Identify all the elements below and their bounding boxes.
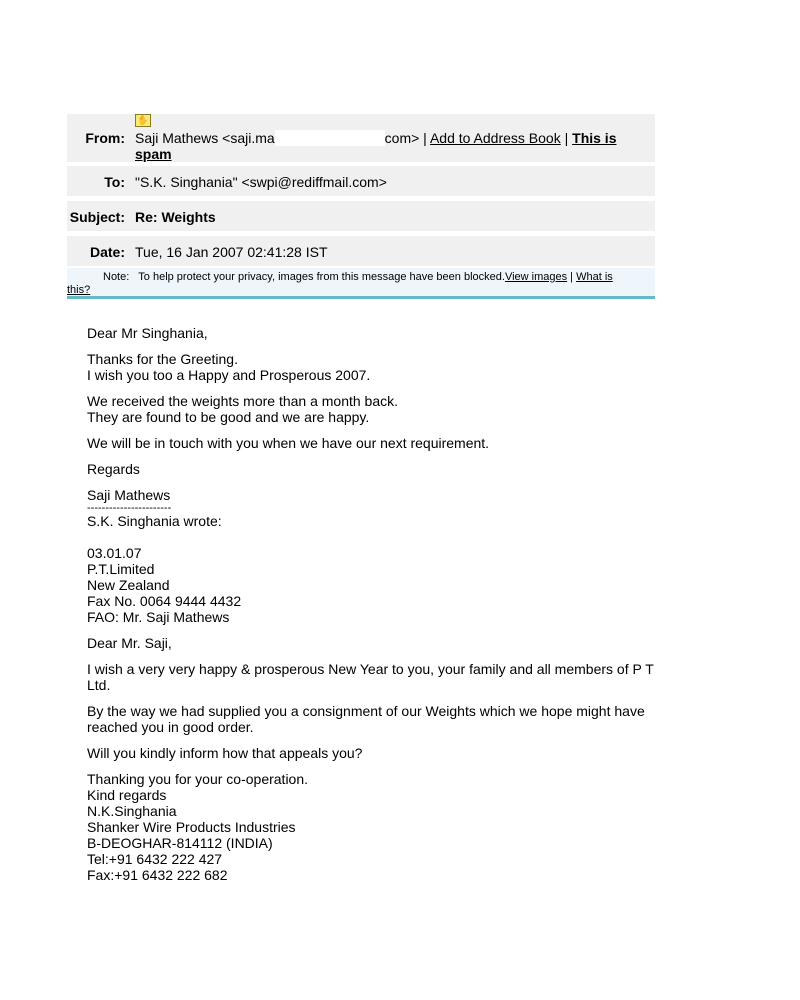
quoted-line: I wish a very very happy & prosperous New Year to you, your family and all members of P T xyxy=(87,661,654,677)
note-text: To help protect your privacy, images from this message have been blocked. xyxy=(138,271,505,283)
signature: Saji Mathews xyxy=(87,487,171,503)
what-is-this-link[interactable]: What is xyxy=(576,271,613,283)
note-divider xyxy=(67,296,655,299)
quoted-line: P.T.Limited xyxy=(87,561,155,577)
quoted-line: N.K.Singhania xyxy=(87,803,177,819)
quoted-line: Thanking you for your co-operation. xyxy=(87,771,309,787)
subject-label: Subject: xyxy=(69,209,125,225)
to-row xyxy=(67,166,655,196)
redaction-block xyxy=(275,130,385,146)
greeting: Dear Mr Singhania, xyxy=(87,325,208,341)
body-line: Thanks for the Greeting. xyxy=(87,351,238,367)
date-row xyxy=(67,236,655,266)
to-label: To: xyxy=(104,174,125,190)
quoted-line: Will you kindly inform how that appeals you? xyxy=(87,745,363,761)
spam-flag-icon[interactable]: ✋ xyxy=(135,114,151,127)
quoted-line: Tel:+91 6432 222 427 xyxy=(87,851,223,867)
quoted-line: 03.01.07 xyxy=(87,545,142,561)
quoted-line: reached you in good order. xyxy=(87,719,254,735)
add-to-address-book-link[interactable]: Add to Address Book xyxy=(429,130,561,146)
quoted-line: By the way we had supplied you a consignment of our Weights which we hope might have xyxy=(87,703,645,719)
note-label: Note: xyxy=(103,271,130,283)
this-is-spam-link-cont[interactable]: spam xyxy=(135,146,172,162)
quoted-line: Kind regards xyxy=(87,787,167,803)
quoted-line: Ltd. xyxy=(87,677,111,693)
from-row: ✋ From: Saji Mathews <saji.ma com> | Add to Address Book | This is spam xyxy=(67,114,655,162)
quoted-line: New Zealand xyxy=(87,577,170,593)
quoted-line: Fax No. 0064 9444 4432 xyxy=(87,593,242,609)
this-is-spam-link[interactable]: This is xyxy=(572,130,617,146)
from-address-tail: com> xyxy=(384,130,420,146)
message-body xyxy=(87,325,667,883)
body-line: We will be in touch with you when we have our next requirement. xyxy=(87,435,490,451)
date-label: Date: xyxy=(89,244,125,260)
to-value: "S.K. Singhania" <swpi@rediffmail.com> xyxy=(135,174,387,190)
from-name: Saji Mathews <saji.ma xyxy=(135,130,275,146)
body-line: I wish you too a Happy and Prosperous 2007. xyxy=(87,367,371,383)
quoted-line: Fax:+91 6432 222 682 xyxy=(87,867,228,883)
view-images-link[interactable]: View images xyxy=(504,271,568,283)
blocked-images-note: Note: To help protect your privacy, images from this message have been blocked.View images | What is this? xyxy=(67,268,655,296)
quote-intro: S.K. Singhania wrote: xyxy=(87,513,222,529)
subject-row xyxy=(67,201,655,231)
quoted-line: FAO: Mr. Saji Mathews xyxy=(87,609,230,625)
from-label: From: xyxy=(85,130,125,146)
what-is-this-link-cont[interactable]: this? xyxy=(67,284,91,296)
quoted-line: B-DEOGHAR-814112 (INDIA) xyxy=(87,835,273,851)
body-line: They are found to be good and we are happy. xyxy=(87,409,370,425)
date-value: Tue, 16 Jan 2007 02:41:28 IST xyxy=(135,244,328,260)
closing: Regards xyxy=(87,461,140,477)
subject-value: Re: Weights xyxy=(135,209,216,225)
body-line: We received the weights more than a month back. xyxy=(87,393,399,409)
quoted-line: Shanker Wire Products Industries xyxy=(87,819,296,835)
quoted-line: Dear Mr. Saji, xyxy=(87,635,172,651)
quote-divider: ----------------------- xyxy=(87,502,172,514)
